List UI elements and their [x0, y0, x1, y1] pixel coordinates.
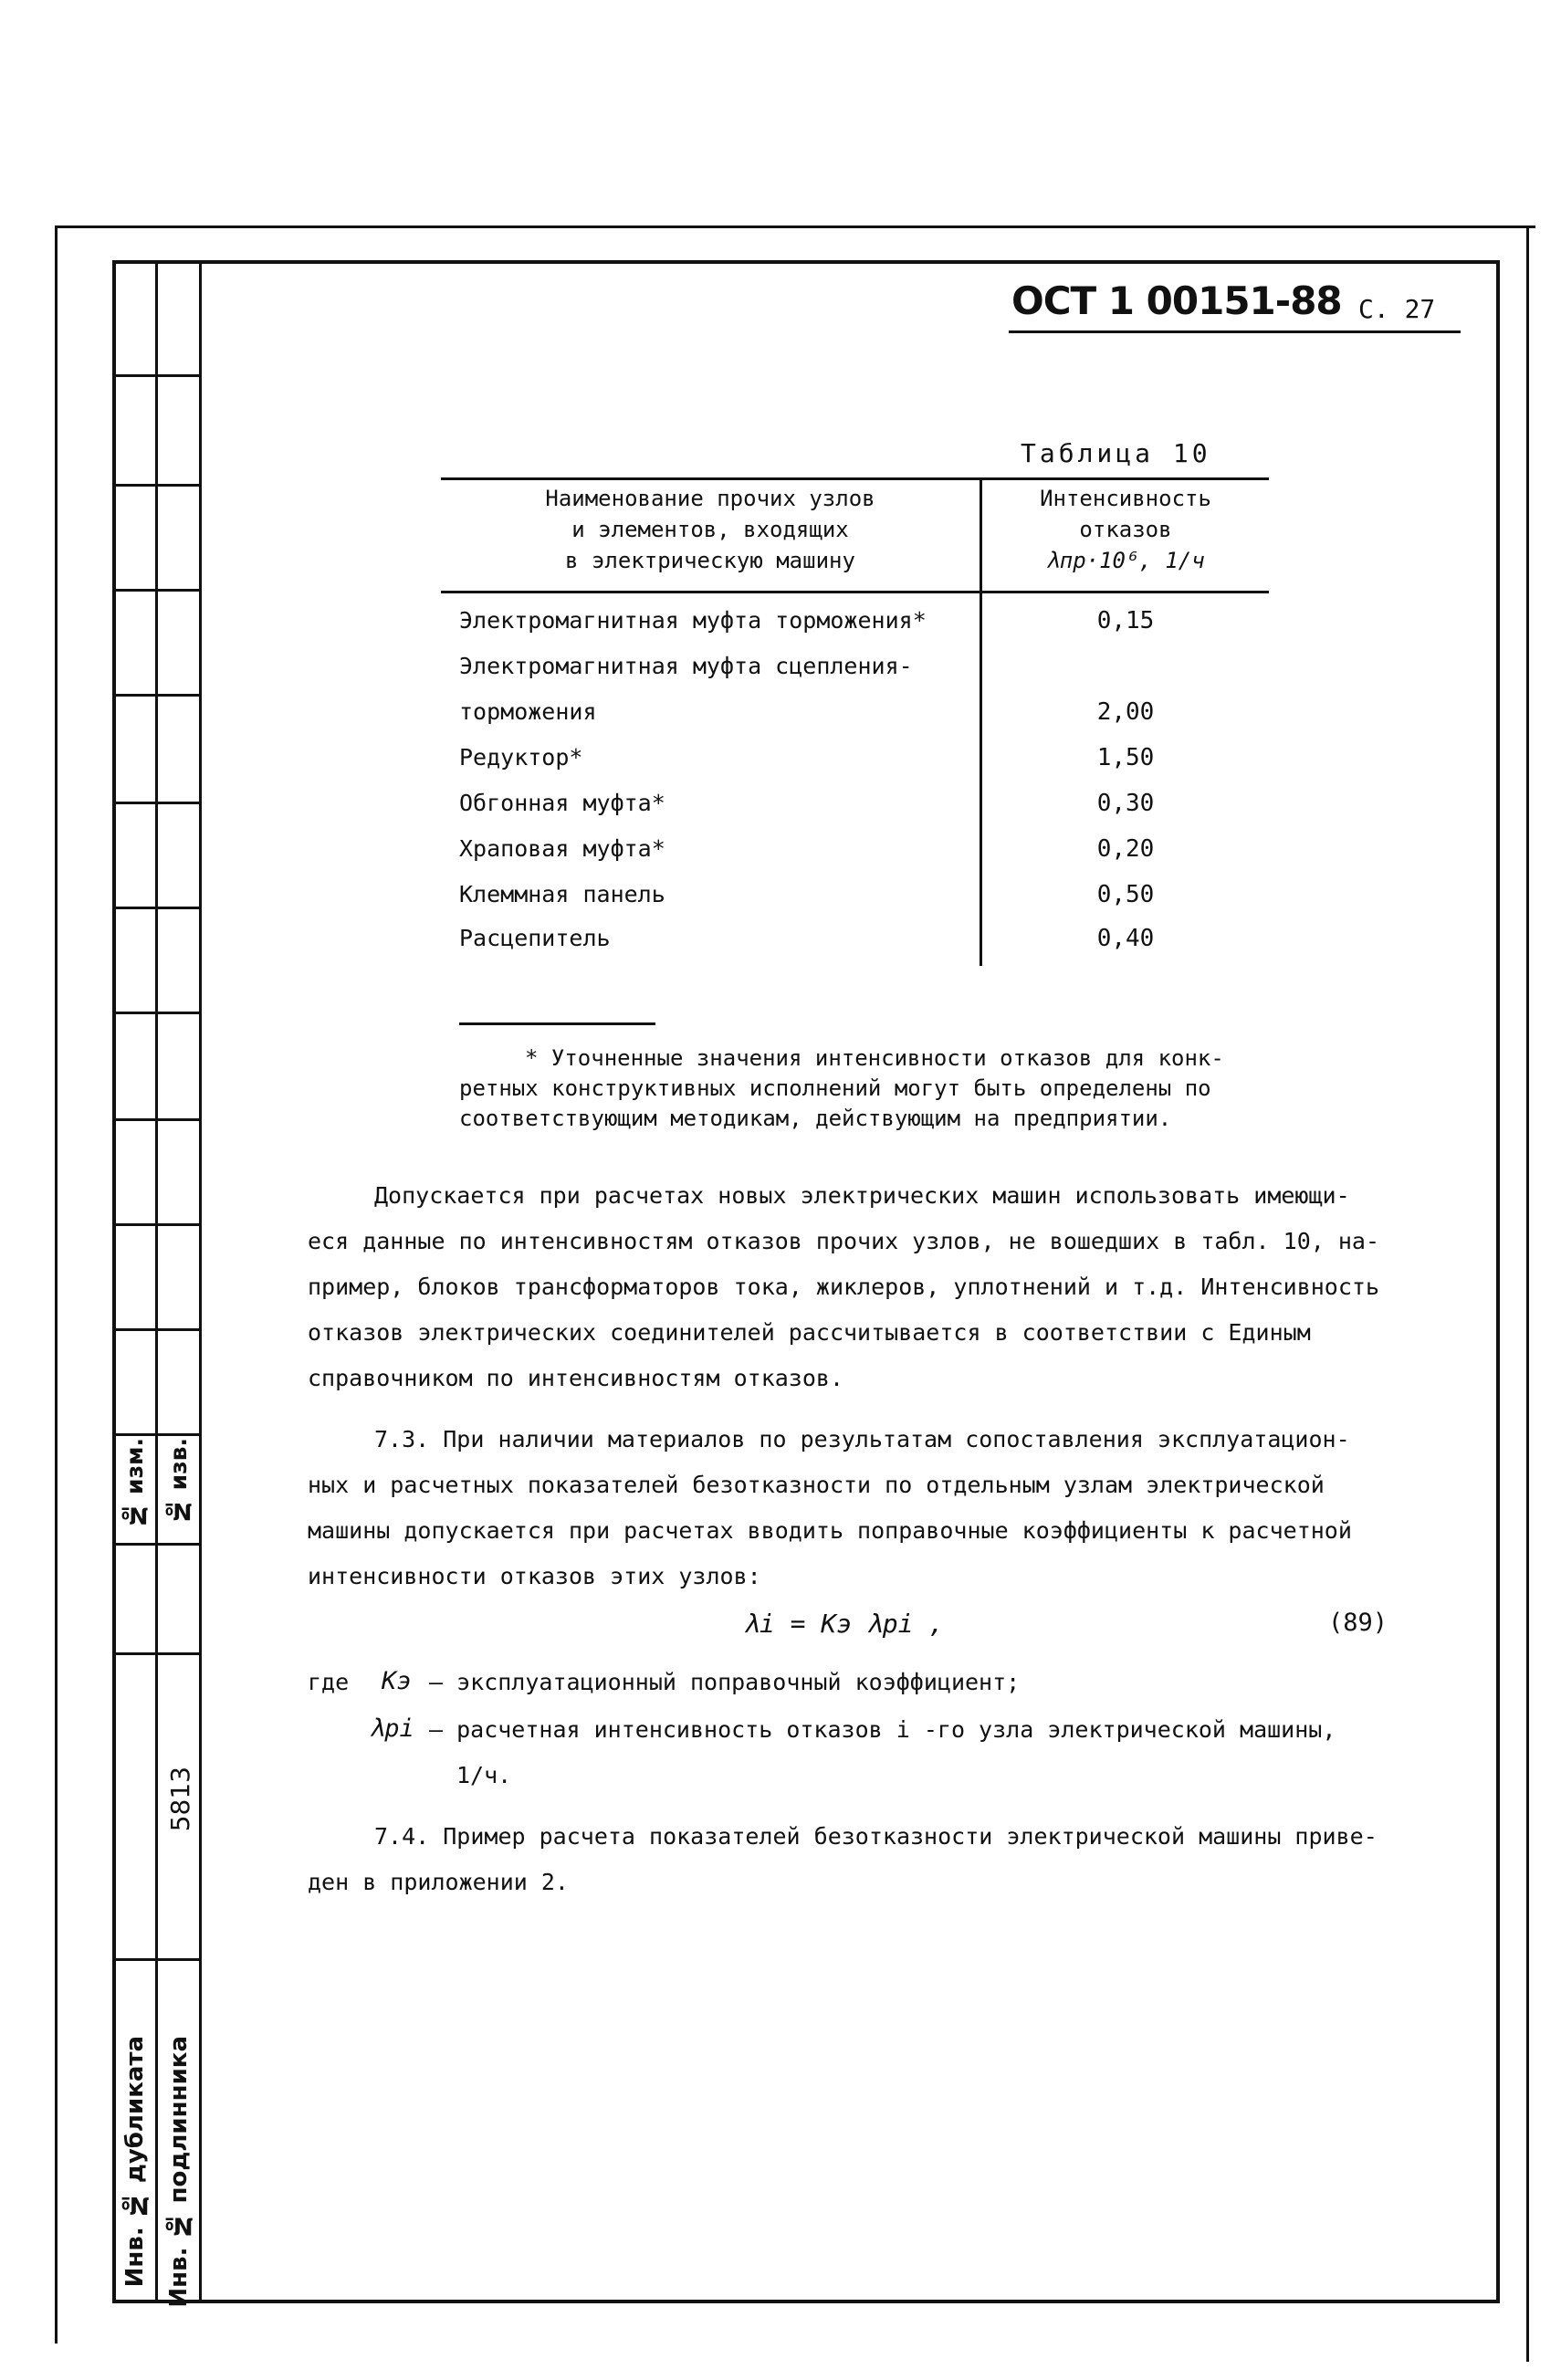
- col1-header-line: в электрическую машину: [565, 548, 855, 573]
- table-row-name: Электромагнитная муфта торможения*: [459, 607, 927, 634]
- strip-cell-line: [112, 1012, 202, 1014]
- col1-header-line: и элементов, входящих: [571, 517, 849, 542]
- table-row-name: Храповая муфта*: [459, 835, 665, 862]
- paragraph-line: интенсивности отказов этих узлов:: [308, 1563, 761, 1589]
- table-row-value: 0,20: [1096, 835, 1155, 863]
- footnote-line: * Уточненные значения интенсивности отказов для конк-: [525, 1045, 1224, 1071]
- strip-cell-line: [112, 802, 202, 804]
- formula: λi = Kэ λpi ,: [744, 1609, 945, 1639]
- header-underline: [1009, 330, 1461, 333]
- where-desc-unit: 1/ч.: [456, 1762, 512, 1788]
- where-desc-k: – эксплуатационный поправочный коэффициент;: [429, 1669, 1021, 1695]
- orig-inventory-label: Инв. № подлинника: [165, 2036, 193, 2308]
- table-row-value: 0,15: [1096, 607, 1155, 634]
- paragraph-line: 7.4. Пример расчета показателей безотказности электрической машины приве-: [374, 1823, 1378, 1850]
- formula-number: (89): [1328, 1609, 1388, 1637]
- paragraph-line: Допускается при расчетах новых электрических машин использовать имеющи-: [374, 1182, 1350, 1209]
- col1-header-line: Наименование прочих узлов: [545, 486, 875, 511]
- dup-inventory-label: Инв. № дубликата: [121, 2036, 149, 2288]
- paragraph-line: справочником по интенсивностям отказов.: [308, 1365, 843, 1391]
- col2-header-line: отказов: [1079, 517, 1172, 542]
- footnote-line: ретных конструктивных исполнений могут быть определены по: [459, 1075, 1211, 1101]
- strip-divider-2: [199, 260, 202, 2303]
- paragraph-line: отказов электрических соединителей рассчитывается в соответствии с Единым: [308, 1319, 1311, 1346]
- strip-cell-line: [112, 907, 202, 909]
- outer-left-line: [55, 225, 58, 2343]
- table-row-name: Расцепитель: [459, 925, 611, 951]
- frame-top: [112, 260, 1500, 264]
- strip-cell-line: [112, 694, 202, 697]
- paragraph-line: машины допускается при расчетах вводить поправочные коэффициенты к расчетной: [308, 1517, 1352, 1544]
- table-row-name: Редуктор*: [459, 744, 583, 771]
- table-row-value: 1,50: [1096, 744, 1155, 771]
- where-desc-lambda: – расчетная интенсивность отказов i -го узла электрической машины,: [429, 1716, 1336, 1743]
- strip-cell-line: [112, 484, 202, 487]
- paragraph-line: ных и расчетных показателей безотказности по отдельным узлам электрической: [308, 1472, 1325, 1498]
- frame-right: [1496, 260, 1500, 2303]
- strip-cell-line: [112, 1223, 202, 1226]
- page-label: С. 27: [1358, 294, 1436, 324]
- strip-cell-line: [112, 1958, 202, 1961]
- strip-cell-line: [112, 1328, 202, 1331]
- table-row-name: Обгонная муфта*: [459, 790, 665, 816]
- strip-cell-line: [112, 1118, 202, 1121]
- col2-header-line: Интенсивность: [1040, 486, 1211, 511]
- strip-cell-line: [112, 1543, 202, 1546]
- izm-label: № изм.: [121, 1438, 148, 1529]
- col2-header-line: λпр·10⁶, 1/ч: [1046, 548, 1205, 573]
- outer-top-line: [57, 225, 1535, 228]
- paragraph-line: пример, блоков трансформаторов тока, жиклеров, уплотнений и т.д. Интенсивность: [308, 1274, 1379, 1300]
- doc-number: 5813: [165, 1767, 195, 1832]
- table-row-value: 0,50: [1096, 881, 1155, 908]
- footnote-line: соответствующим методикам, действующим на предприятии.: [459, 1106, 1172, 1131]
- table-row-value: 0,30: [1096, 790, 1155, 817]
- izv-label: № изв.: [165, 1438, 192, 1526]
- outer-right-line: [1526, 225, 1529, 2362]
- table-top-rule: [441, 477, 1269, 480]
- frame-bottom: [112, 2300, 1500, 2303]
- strip-cell-line: [112, 1652, 202, 1655]
- paragraph-line: ден в приложении 2.: [308, 1869, 569, 1895]
- paragraph-line: 7.3. При наличии материалов по результатам сопоставления эксплуатацион-: [374, 1426, 1350, 1452]
- table-row-name: торможения: [459, 698, 597, 725]
- strip-cell-line: [112, 589, 202, 592]
- footnote-rule: [459, 1022, 655, 1025]
- frame-left: [112, 260, 116, 2303]
- paragraph-line: еся данные по интенсивностям отказов прочих узлов, не вошедших в табл. 10, на-: [308, 1228, 1379, 1254]
- table-caption: Таблица 10: [1021, 438, 1211, 468]
- doc-code: ОСТ 1 00151-88: [1011, 278, 1342, 323]
- table-row-value: 2,00: [1096, 698, 1155, 726]
- where-symbol-k: Kэ: [382, 1667, 412, 1695]
- strip-cell-line: [112, 1433, 202, 1436]
- table-row-name: Электромагнитная муфта сцепления-: [459, 653, 913, 679]
- table-header-rule: [441, 591, 1269, 593]
- table-row-name: Клеммная панель: [459, 881, 665, 907]
- where-symbol-lambda: λpi: [370, 1714, 414, 1743]
- strip-divider-1: [155, 260, 158, 2303]
- where-word: где: [308, 1669, 350, 1695]
- strip-cell-line: [112, 374, 202, 377]
- table-row-value: 0,40: [1096, 925, 1155, 952]
